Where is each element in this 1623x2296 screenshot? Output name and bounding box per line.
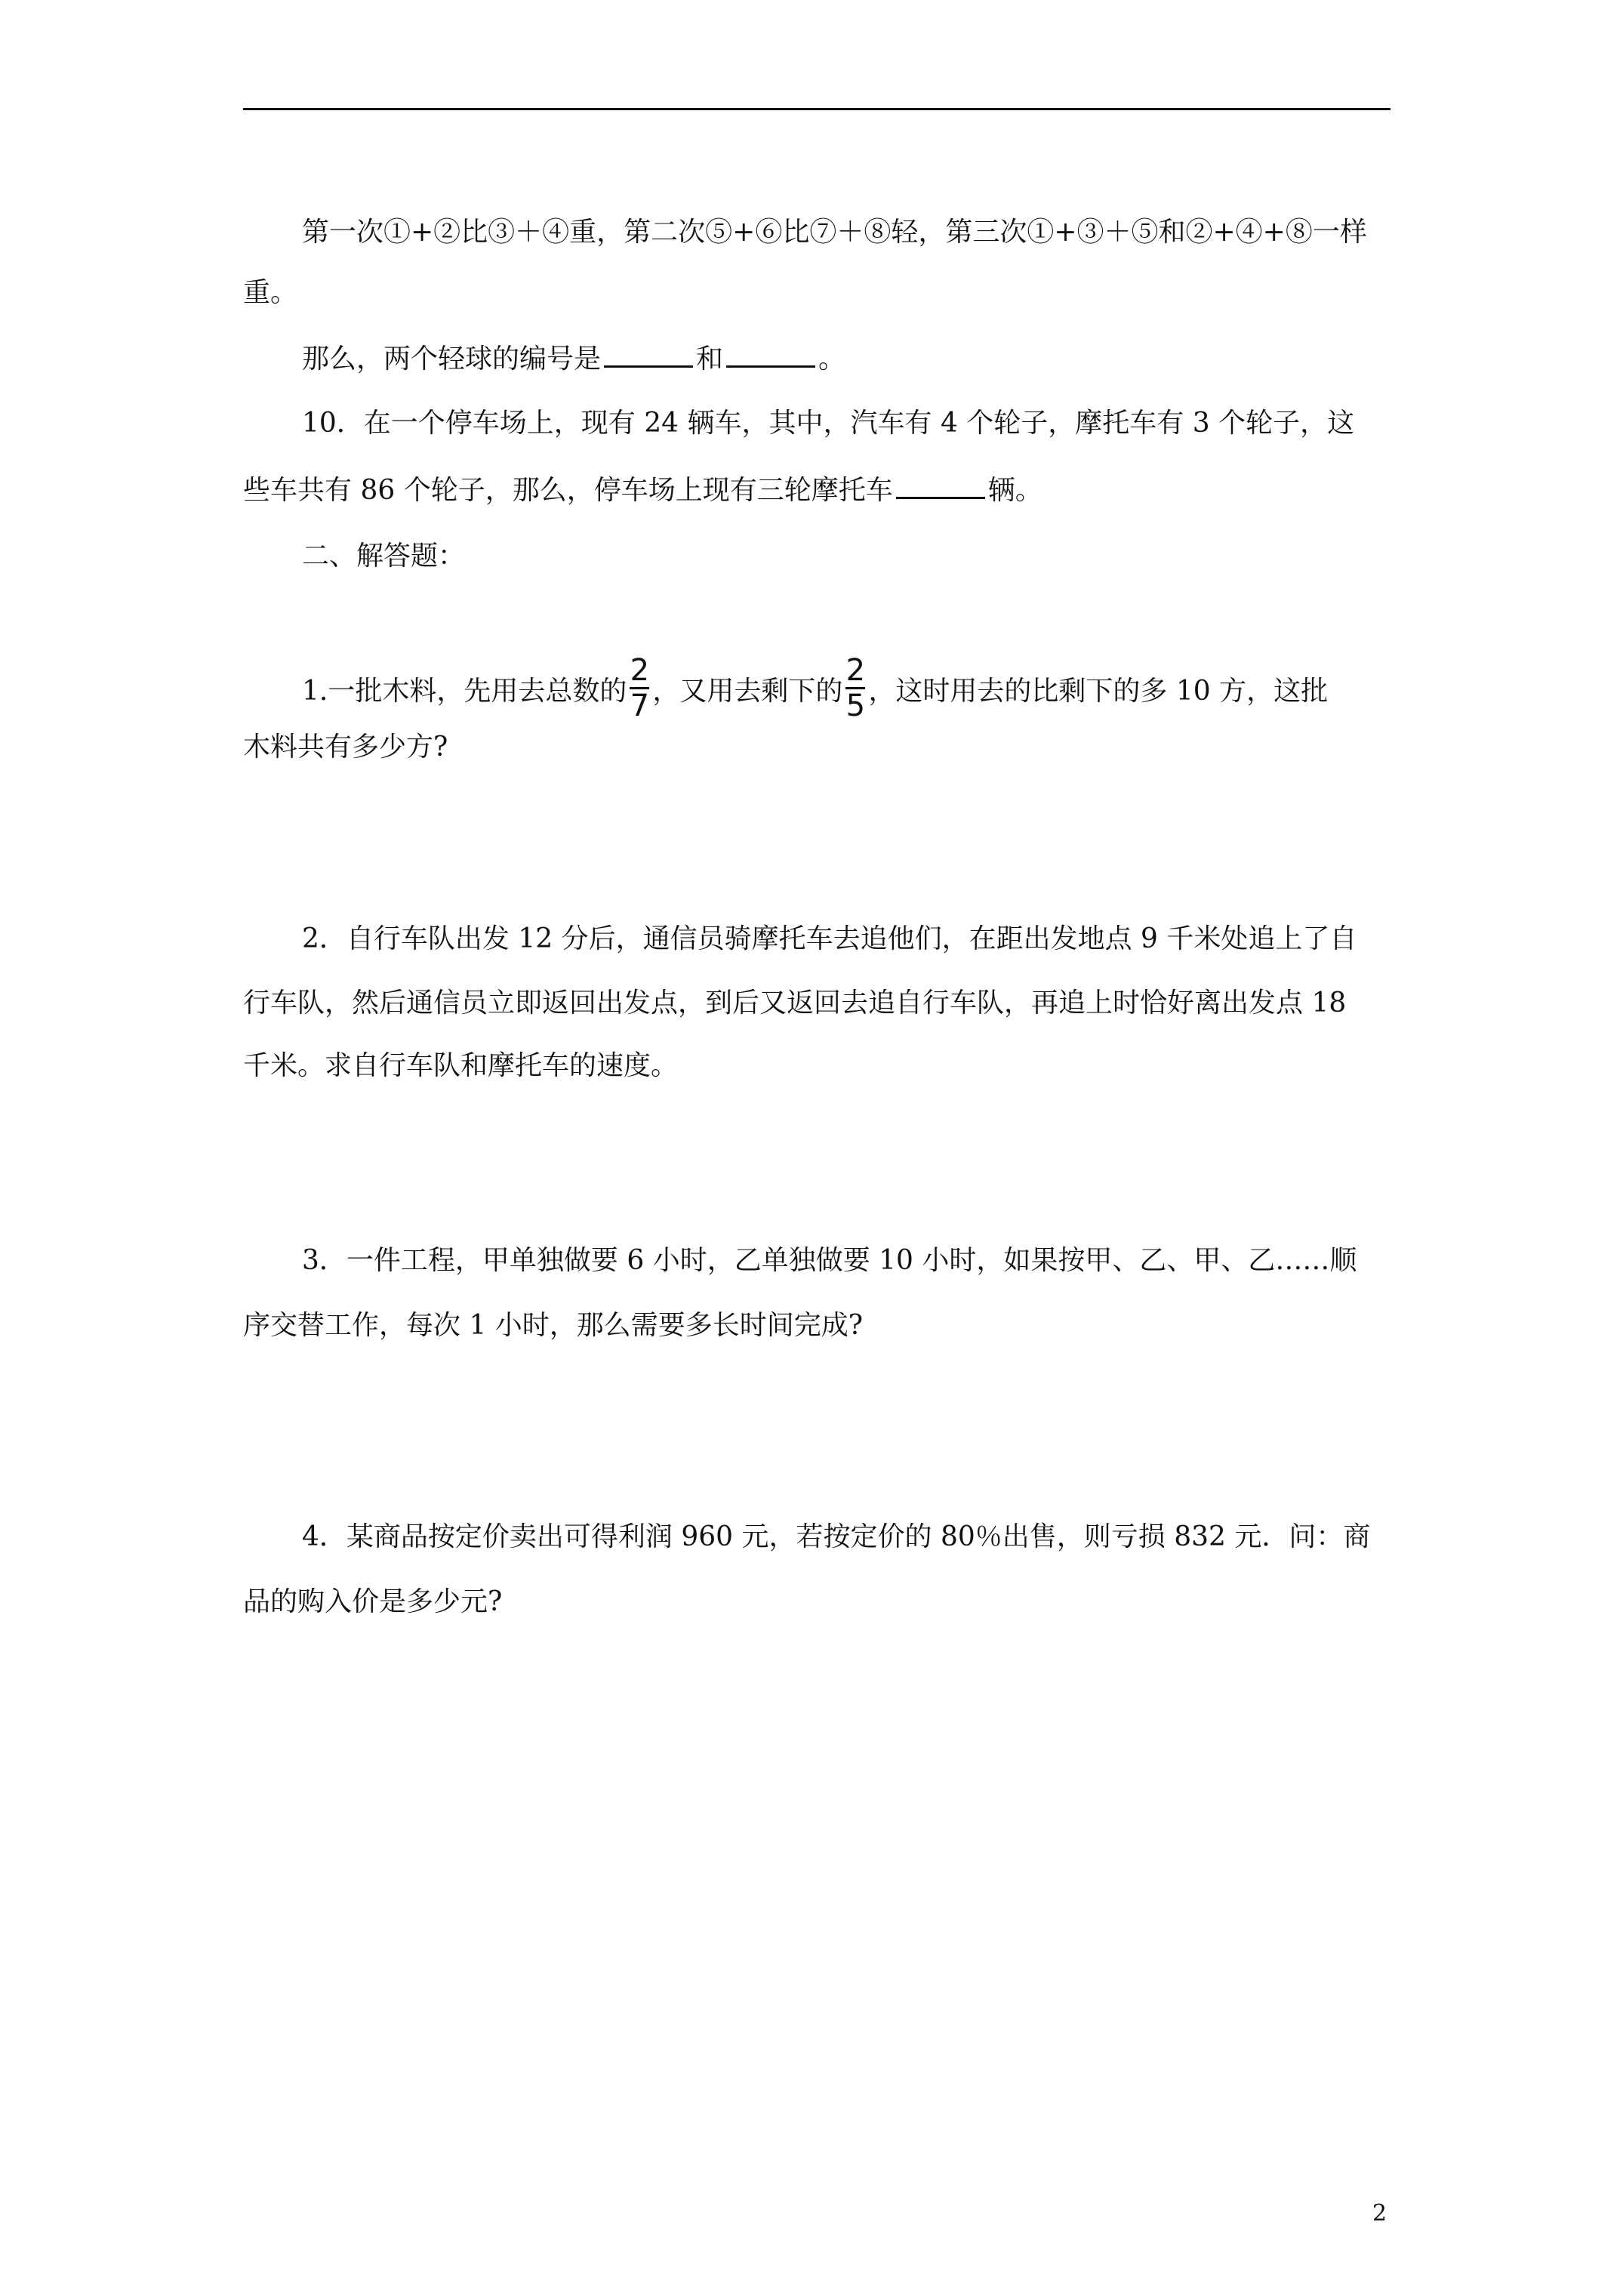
question-2-line: [243, 981, 1398, 1026]
page-number: 2: [1372, 2200, 1387, 2227]
fraction-2-5: [845, 654, 865, 723]
question-9-answer-line: [302, 337, 1457, 382]
line-text: ，这时用去的比剩下的多 10 方，这批: [868, 676, 1329, 707]
line-text: 那么，两个轻球的编号是: [302, 344, 602, 374]
section-title: 二、解答题：: [302, 541, 466, 572]
question-4-line: [302, 1515, 1457, 1560]
line-text: 10．在一个停车场上，现有 24 辆车，其中，汽车有 4 个轮子，摩托车有 3 个轮子，这: [302, 408, 1355, 439]
line-text: 和: [696, 344, 724, 374]
line-text: 。: [818, 344, 846, 374]
line-text: 木料共有多少方?: [243, 732, 448, 763]
fraction-denominator: 5: [845, 689, 866, 723]
question-3-line: [243, 1303, 1398, 1348]
line-text: 1.一批木料，先用去总数的: [302, 676, 627, 707]
text-line: [302, 210, 1457, 255]
question-10-line: [243, 468, 1398, 513]
line-text: 行车队，然后通信员立即返回出发点，到后又返回去追自行车队，再追上时恰好离出发点 18: [243, 988, 1347, 1019]
question-4-line: [243, 1579, 1398, 1625]
fraction-numerator: 2: [630, 653, 650, 688]
line-text: 4．某商品按定价卖出可得利润 960 元，若按定价的 80％出售，则亏损 832 元．问：商: [302, 1521, 1371, 1552]
line-text: 2．自行车队出发 12 分后，通信员骑摩托车去追他们，在距出发地点 9 千米处追上了自: [302, 923, 1357, 954]
header-rule: [243, 108, 1390, 110]
line-text: 第一次①+②比③＋④重，第二次⑤+⑥比⑦＋⑧轻，第三次①+③＋⑤和②+④+⑧一样: [302, 217, 1367, 248]
line-text: 重。: [243, 277, 298, 308]
fraction-denominator: 7: [630, 689, 650, 723]
fraction-numerator: 2: [845, 653, 866, 688]
fraction-2-7: [630, 654, 649, 723]
line-text: 些车共有 86 个轮子，那么，停车场上现有三轮摩托车: [243, 475, 893, 506]
line-text: 3．一件工程，甲单独做要 6 小时，乙单独做要 10 小时，如果按甲、乙、甲、乙……顺: [302, 1245, 1357, 1276]
answer-blank: [604, 364, 693, 368]
line-text: 辆。: [987, 475, 1042, 506]
line-text: ，又用去剩下的: [652, 676, 843, 707]
question-2-line: [243, 1043, 1398, 1089]
section-heading: [302, 534, 1457, 579]
answer-blank: [896, 495, 985, 499]
line-text: 品的购入价是多少元?: [243, 1586, 503, 1617]
question-2-line: [302, 917, 1457, 962]
line-text: 千米。求自行车队和摩托车的速度。: [243, 1050, 679, 1081]
question-1-line: [302, 654, 1457, 723]
question-1-line: [243, 725, 1398, 770]
question-3-line: [302, 1238, 1457, 1284]
line-text: 序交替工作，每次 1 小时，那么需要多长时间完成?: [243, 1310, 864, 1341]
text-line: [243, 270, 1398, 316]
question-10-line: [302, 401, 1457, 446]
answer-blank: [726, 364, 815, 368]
